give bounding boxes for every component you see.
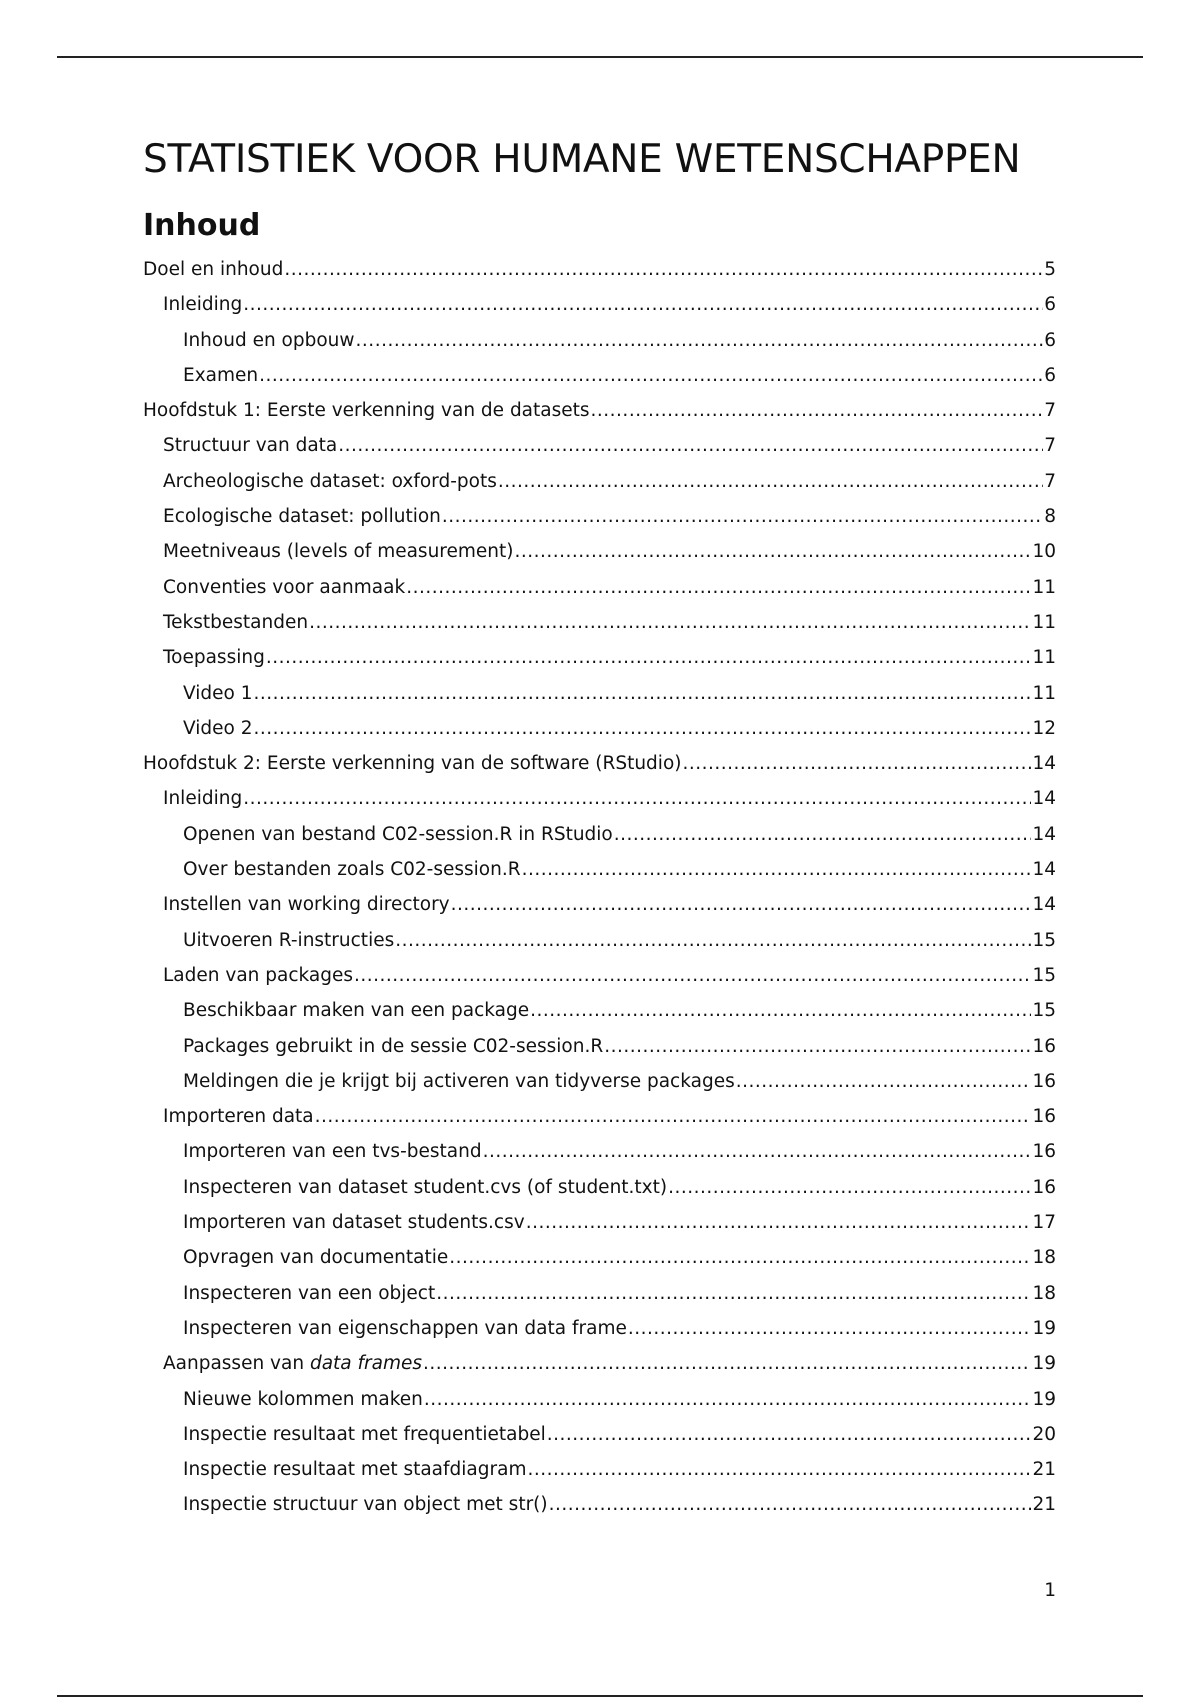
toc-entry-text: Packages gebruikt in de sessie C02-session.R xyxy=(183,1035,604,1057)
toc-entry-text: Nieuwe kolommen maken xyxy=(183,1388,423,1410)
toc-entry[interactable] xyxy=(143,958,1056,993)
toc-entry-label xyxy=(183,1205,525,1240)
toc-entry-label xyxy=(183,1276,435,1311)
footer-rule xyxy=(57,1695,1143,1697)
toc-entry-label xyxy=(183,1064,735,1099)
toc-dot-leader xyxy=(284,252,1043,287)
toc-entry-text: Inspectie resultaat met frequentietabel xyxy=(183,1423,546,1445)
toc-entry-text: Ecologische dataset: pollution xyxy=(163,506,441,528)
toc-dot-leader xyxy=(338,428,1043,463)
toc-entry-text: Examen xyxy=(183,364,259,386)
toc-dot-leader xyxy=(424,1382,1032,1417)
toc-entry-text: Archeologische dataset: oxford-pots xyxy=(163,470,497,492)
toc-entry-text: Toepassing xyxy=(163,647,265,669)
toc-entry-label xyxy=(183,1487,548,1522)
toc-entry[interactable] xyxy=(143,1064,1056,1099)
toc-entry-page: 11 xyxy=(1032,576,1056,598)
toc-dot-leader xyxy=(668,1170,1031,1205)
toc-entry-text: Inspectie structuur van object met str() xyxy=(183,1494,548,1516)
toc-entry[interactable] xyxy=(143,1029,1056,1064)
header-rule xyxy=(57,56,1143,58)
toc-entry-page: 15 xyxy=(1032,964,1056,986)
toc-dot-leader xyxy=(682,746,1031,781)
toc-entry-label xyxy=(163,887,450,922)
toc-entry-page: 5 xyxy=(1044,259,1056,280)
toc-entry-text: Hoofdstuk 1: Eerste verkenning van de datasets xyxy=(143,400,590,422)
toc-entry-text: Video 2 xyxy=(183,717,253,739)
toc-dot-leader xyxy=(549,1487,1032,1522)
toc-entry-label xyxy=(183,1240,448,1275)
toc-entry-text: Meldingen die je krijgt bij activeren van tidyverse packages xyxy=(183,1070,735,1092)
toc-dot-leader xyxy=(527,1452,1031,1487)
toc-entry-page: 6 xyxy=(1044,364,1056,386)
toc-entry-page: 21 xyxy=(1032,1494,1056,1516)
toc-entry-label xyxy=(183,817,613,852)
toc-entry-page: 16 xyxy=(1032,1035,1056,1057)
toc-dot-leader xyxy=(526,1205,1032,1240)
toc-entry[interactable] xyxy=(143,781,1056,816)
toc-entry-text: Inspecteren van eigenschappen van data frame xyxy=(183,1317,627,1339)
toc-entry-label xyxy=(163,499,441,534)
toc-entry[interactable] xyxy=(143,428,1056,463)
toc-entry-page: 11 xyxy=(1032,611,1056,633)
toc-entry-page: 7 xyxy=(1044,435,1056,457)
toc-entry[interactable] xyxy=(143,1346,1056,1381)
toc-dot-leader xyxy=(259,358,1043,393)
toc-entry-text: Inspectie resultaat met staafdiagram xyxy=(183,1459,527,1481)
toc-dot-leader xyxy=(309,605,1031,640)
toc-entry-page: 16 xyxy=(1032,1141,1056,1163)
toc-entry-page: 17 xyxy=(1032,1212,1056,1234)
toc-entry-page: 15 xyxy=(1032,929,1056,951)
toc-entry[interactable] xyxy=(143,358,1056,393)
toc-entry-text: Instellen van working directory xyxy=(163,894,450,916)
toc-dot-leader xyxy=(604,1029,1031,1064)
toc-entry[interactable] xyxy=(143,676,1056,711)
table-of-contents xyxy=(143,252,1056,1523)
document-title: STATISTIEK VOOR HUMANE WETENSCHAPPEN xyxy=(143,137,1021,182)
toc-entry-text: Importeren van dataset students.csv xyxy=(183,1212,525,1234)
toc-entry-text: Importeren van een tvs-bestand xyxy=(183,1141,482,1163)
toc-entry[interactable] xyxy=(143,287,1056,322)
toc-entry[interactable] xyxy=(143,1240,1056,1275)
toc-entry[interactable] xyxy=(143,534,1056,569)
toc-dot-leader xyxy=(451,887,1032,922)
toc-dot-leader xyxy=(266,640,1032,675)
toc-entry-label xyxy=(183,711,252,746)
toc-entry-page: 7 xyxy=(1044,470,1056,492)
toc-entry[interactable] xyxy=(143,1205,1056,1240)
toc-dot-leader xyxy=(253,676,1031,711)
page-number: 1 xyxy=(1044,1580,1056,1601)
toc-entry-label xyxy=(183,1311,627,1346)
toc-entry-label xyxy=(163,958,353,993)
toc-heading: Inhoud xyxy=(143,208,261,243)
toc-entry-text: Inleiding xyxy=(163,788,243,810)
toc-entry-text: Tekstbestanden xyxy=(163,611,309,633)
toc-entry-text: Meetniveaus (levels of measurement) xyxy=(163,541,514,563)
toc-entry-label xyxy=(183,923,394,958)
toc-entry-text: Uitvoeren R-instructies xyxy=(183,929,395,951)
toc-entry-page: 16 xyxy=(1032,1070,1056,1092)
toc-entry-text: Inspecteren van een object xyxy=(183,1282,436,1304)
toc-dot-leader xyxy=(628,1311,1032,1346)
toc-entry-label xyxy=(163,287,242,322)
toc-entry-page: 21 xyxy=(1032,1459,1056,1481)
toc-entry-label xyxy=(143,252,283,287)
toc-entry-page: 14 xyxy=(1032,753,1056,775)
toc-entry-label xyxy=(143,746,681,781)
toc-entry-page: 14 xyxy=(1032,859,1056,881)
toc-entry-text: Hoofdstuk 2: Eerste verkenning van de software (RStudio) xyxy=(143,753,682,775)
toc-entry[interactable] xyxy=(143,1417,1056,1452)
toc-dot-leader xyxy=(614,817,1032,852)
toc-entry-label xyxy=(183,1382,423,1417)
toc-entry-page: 18 xyxy=(1032,1247,1056,1269)
toc-entry-text: Opvragen van documentatie xyxy=(183,1247,449,1269)
toc-entry-text: Doel en inhoud xyxy=(143,259,284,280)
toc-dot-leader xyxy=(436,1276,1031,1311)
toc-entry-label xyxy=(163,781,242,816)
toc-dot-leader xyxy=(253,711,1031,746)
toc-dot-leader xyxy=(406,570,1031,605)
toc-entry-text: Inspecteren van dataset student.cvs (of student.txt) xyxy=(183,1176,668,1198)
toc-entry-text: Importeren data xyxy=(163,1106,314,1128)
toc-dot-leader xyxy=(547,1417,1032,1452)
toc-entry-label xyxy=(163,640,265,675)
toc-entry-page: 11 xyxy=(1032,647,1056,669)
toc-entry-page: 6 xyxy=(1044,294,1056,316)
toc-entry-text: Inhoud en opbouw xyxy=(183,329,355,351)
toc-entry-text: Beschikbaar maken van een package xyxy=(183,1000,530,1022)
toc-dot-leader xyxy=(243,287,1043,322)
toc-entry-label xyxy=(163,1346,422,1381)
toc-entry-label xyxy=(183,1417,546,1452)
toc-entry-text: Conventies voor aanmaak xyxy=(163,576,406,598)
toc-entry-label xyxy=(163,1099,314,1134)
toc-dot-leader xyxy=(736,1064,1032,1099)
toc-entry-label xyxy=(163,534,513,569)
toc-entry-page: 11 xyxy=(1032,682,1056,704)
toc-entry-page: 14 xyxy=(1032,788,1056,810)
toc-dot-leader xyxy=(395,923,1031,958)
toc-entry-page: 6 xyxy=(1044,329,1056,351)
toc-entry[interactable] xyxy=(143,923,1056,958)
toc-entry-page: 7 xyxy=(1044,400,1056,422)
toc-dot-leader xyxy=(442,499,1043,534)
toc-entry[interactable] xyxy=(143,1099,1056,1134)
toc-dot-leader xyxy=(514,534,1031,569)
toc-entry[interactable] xyxy=(143,464,1056,499)
toc-entry-page: 19 xyxy=(1032,1388,1056,1410)
toc-entry-label xyxy=(183,676,252,711)
toc-dot-leader xyxy=(423,1346,1031,1381)
toc-entry-page: 16 xyxy=(1032,1176,1056,1198)
toc-entry-label xyxy=(183,852,521,887)
toc-entry-label xyxy=(183,323,355,358)
toc-entry-page: 12 xyxy=(1032,717,1056,739)
toc-entry-page: 8 xyxy=(1044,506,1056,528)
toc-dot-leader xyxy=(356,323,1044,358)
toc-entry-label xyxy=(163,570,405,605)
toc-entry[interactable] xyxy=(143,852,1056,887)
toc-entry-label xyxy=(183,1170,667,1205)
toc-entry-label xyxy=(183,1029,603,1064)
toc-entry[interactable] xyxy=(143,817,1056,852)
toc-entry-label xyxy=(183,1452,526,1487)
toc-dot-leader xyxy=(530,993,1031,1028)
toc-entry[interactable] xyxy=(143,1311,1056,1346)
toc-entry-label xyxy=(163,464,497,499)
toc-entry-text: Inleiding xyxy=(163,294,243,316)
toc-entry-label xyxy=(143,393,590,428)
toc-entry-label xyxy=(183,1134,482,1169)
toc-entry-page: 14 xyxy=(1032,894,1056,916)
toc-entry-label xyxy=(163,428,337,463)
toc-entry[interactable] xyxy=(143,499,1056,534)
toc-entry[interactable] xyxy=(143,1134,1056,1169)
toc-entry-text: Aanpassen van xyxy=(163,1353,310,1375)
toc-entry-page: 14 xyxy=(1032,823,1056,845)
toc-entry[interactable] xyxy=(143,393,1056,428)
toc-dot-leader xyxy=(449,1240,1031,1275)
toc-entry[interactable] xyxy=(143,1382,1056,1417)
toc-dot-leader xyxy=(591,393,1044,428)
toc-entry-page: 10 xyxy=(1032,541,1056,563)
toc-entry[interactable] xyxy=(143,746,1056,781)
toc-entry[interactable] xyxy=(143,640,1056,675)
toc-entry-label xyxy=(183,358,258,393)
toc-entry-italic-text: data frames xyxy=(309,1353,423,1375)
toc-entry[interactable] xyxy=(143,711,1056,746)
toc-entry-page: 20 xyxy=(1032,1423,1056,1445)
toc-entry-text: Over bestanden zoals C02-session.R xyxy=(183,859,521,881)
toc-entry[interactable] xyxy=(143,605,1056,640)
toc-entry[interactable] xyxy=(143,1452,1056,1487)
toc-entry-text: Structuur van data xyxy=(163,435,338,457)
toc-dot-leader xyxy=(483,1134,1032,1169)
toc-entry-page: 18 xyxy=(1032,1282,1056,1304)
toc-dot-leader xyxy=(354,958,1031,993)
toc-entry[interactable] xyxy=(143,993,1056,1028)
toc-entry-page: 19 xyxy=(1032,1317,1056,1339)
toc-entry[interactable] xyxy=(143,887,1056,922)
toc-entry-page: 19 xyxy=(1032,1353,1056,1375)
toc-entry[interactable] xyxy=(143,1487,1056,1522)
toc-dot-leader xyxy=(243,781,1031,816)
toc-entry-label xyxy=(183,993,529,1028)
toc-entry[interactable] xyxy=(143,252,1056,287)
toc-entry-page: 16 xyxy=(1032,1106,1056,1128)
toc-entry-label xyxy=(163,605,308,640)
toc-dot-leader xyxy=(522,852,1032,887)
toc-dot-leader xyxy=(498,464,1043,499)
toc-entry-text: Laden van packages xyxy=(163,964,354,986)
toc-entry[interactable] xyxy=(143,1170,1056,1205)
toc-entry-text: Openen van bestand C02-session.R in RStudio xyxy=(183,823,613,845)
toc-entry[interactable] xyxy=(143,323,1056,358)
toc-dot-leader xyxy=(315,1099,1032,1134)
toc-entry[interactable] xyxy=(143,570,1056,605)
toc-entry-text: Video 1 xyxy=(183,682,253,704)
toc-entry[interactable] xyxy=(143,1276,1056,1311)
toc-entry-page: 15 xyxy=(1032,1000,1056,1022)
